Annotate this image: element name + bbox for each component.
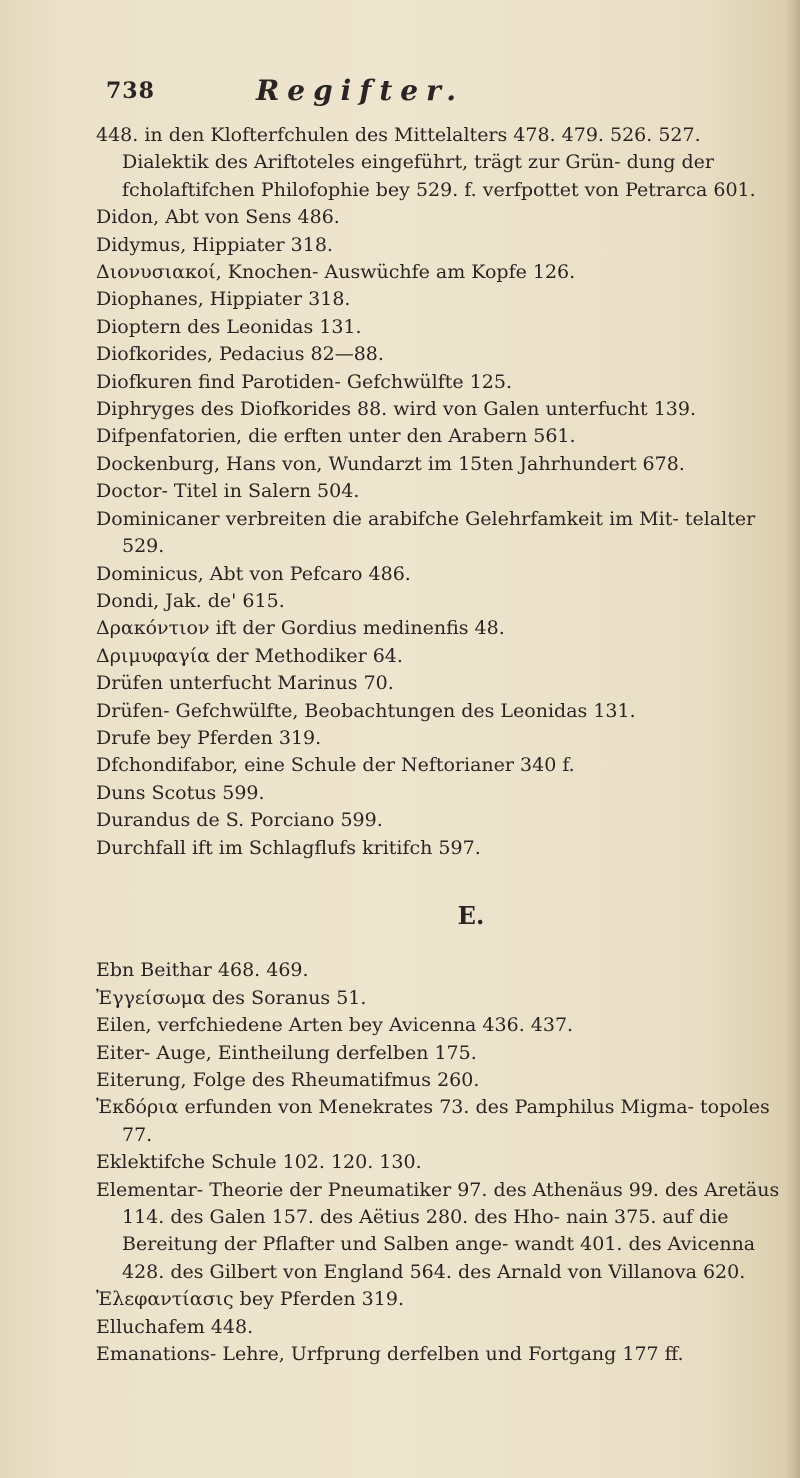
index-entry: Durandus de S. Porciano 599. (96, 809, 383, 832)
index-entry: Dominicaner verbreiten die arabifche Gelehrfamkeit im Mit- telalter 529. (96, 507, 756, 558)
index-entry: Difpenfatorien, die erften unter den Arabern 561. (96, 425, 576, 448)
index-entry: 448. in den Klofterfchulen des Mittelalters 478. 479. 526. 527. Dialektik des Ariftoteles eingeführt, trägt zur Grün- dung der fcholaftifchen Philofophie bey 529. f. verfpottet von Petrarca 601. (96, 124, 756, 201)
index-entry: Ἐλεφαντίασις bey Pferden 319. (96, 1288, 404, 1311)
index-entry: Δριμυφαγία der Methodiker 64. (96, 644, 403, 667)
index-entry: Dfchondifabor, eine Schule der Neftorianer 340 f. (96, 754, 575, 777)
index-entry: Δρακόντιον ift der Gordius medinenfis 48. (96, 617, 505, 640)
page-number: 738 (106, 78, 155, 104)
page-edge-shadow (786, 0, 800, 1478)
index-entry: Emanations- Lehre, Urfprung derfelben und Fortgang 177 ff. (96, 1343, 684, 1366)
index-entry: Dockenburg, Hans von, Wundarzt im 15ten Jahrhundert 678. (96, 452, 685, 475)
index-entry: Didon, Abt von Sens 486. (96, 206, 340, 229)
index-entry: Diophanes, Hippiater 318. (96, 288, 351, 311)
index-entry: Didymus, Hippiater 318. (96, 233, 333, 256)
index-entry: Ἐγγείσωμα des Soranus 51. (96, 986, 367, 1009)
page-header (106, 74, 746, 118)
index-entry: Eilen, verfchiedene Arten bey Avicenna 436. 437. (96, 1014, 574, 1037)
index-entry: Duns Scotus 599. (96, 781, 265, 804)
index-entry: Eiterung, Folge des Rheumatifmus 260. (96, 1069, 480, 1091)
index-entry: Διονυσιακοί, Knochen- Auswüchfe am Kopfe 126. (96, 261, 576, 284)
index-entries-d (96, 122, 786, 862)
running-head: Regifter. (256, 74, 465, 107)
index-entry: Drüfen- Gefchwülfte, Beobachtungen des Leonidas 131. (96, 699, 636, 722)
index-entry: Ἐκδόρια erfunden von Menekrates 73. des Pamphilus Migma- topoles 77. (96, 1096, 770, 1146)
index-entry: Elluchafem 448. (96, 1315, 254, 1338)
index-entry: Drüfen unterfucht Marinus 70. (96, 672, 394, 695)
index-entry: Diphryges des Diofkorides 88. wird von Galen unterfucht 139. (96, 398, 697, 421)
index-entries-e (96, 957, 786, 1368)
section-letter: E. (457, 900, 485, 930)
index-entry: Dioptern des Leonidas 131. (96, 315, 362, 338)
index-body (96, 122, 786, 1368)
index-entry: Ebn Beithar 468. 469. (96, 959, 309, 982)
index-entry: Eklektifche Schule 102. 120. 130. (96, 1151, 422, 1174)
index-entry: Durchfall ift im Schlagflufs kritifch 597. (96, 836, 481, 859)
index-entry: Diofkuren find Parotiden- Gefchwülfte 125. (96, 370, 513, 393)
index-entry: Elementar- Theorie der Pneumatiker 97. des Athenäus 99. des Aretäus 114. des Galen 157. des Aëtius 280. des Hho- nain 375. auf die Bereitung der Pflafter und Salben ange- wandt 401. des Avicenna 428. des Gilbert von England 564. des Arnald von Villanova 620. (96, 1178, 780, 1283)
index-entry: Dondi, Jak. de' 615. (96, 589, 285, 612)
index-entry: Doctor- Titel in Salern 504. (96, 480, 360, 503)
index-entry: Eiter- Auge, Eintheilung derfelben 175. (96, 1041, 477, 1064)
index-entry: Diofkorides, Pedacius 82—88. (96, 343, 384, 366)
index-entry: Drufe bey Pferden 319. (96, 726, 322, 749)
index-entry: Dominicus, Abt von Pefcaro 486. (96, 562, 411, 585)
